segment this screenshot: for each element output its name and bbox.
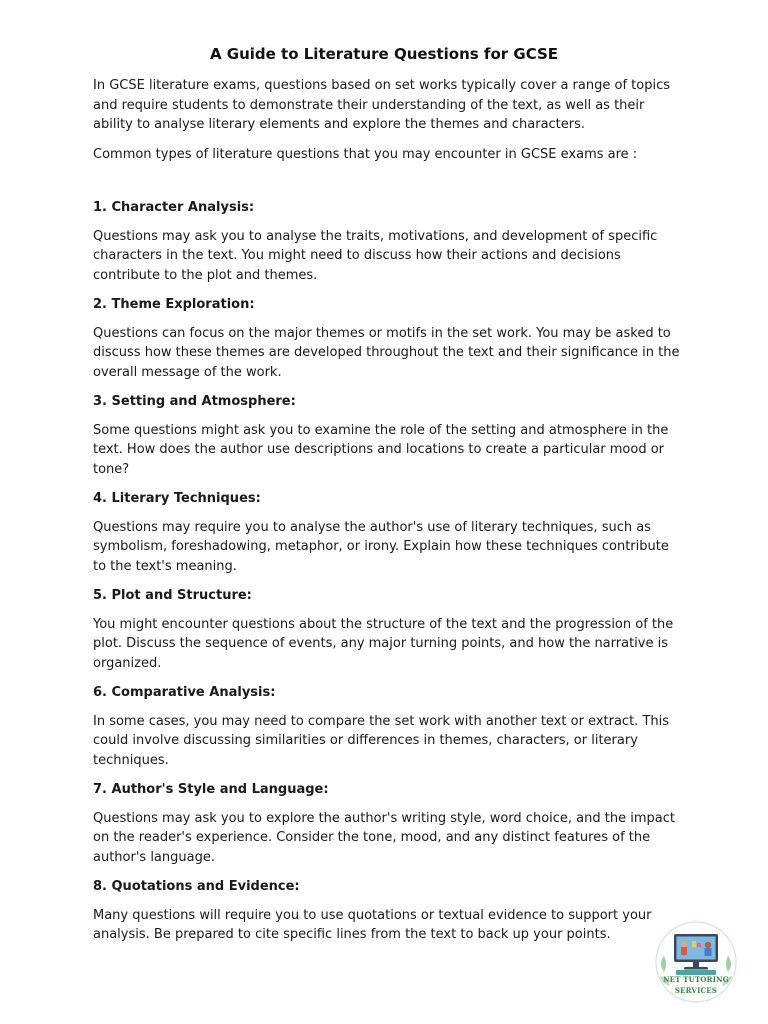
- intro-paragraph: In GCSE literature exams, questions based on set works typically cover a range of topics and require students to demonstrate their understanding of the text, as well as their ability to analyse literary elements and explore the themes and characters.: [93, 78, 670, 132]
- section-body: You might encounter questions about the structure of the text and the progression of the plot. Discuss the sequence of events, any major turning points, and how the narrative is organized.: [93, 616, 674, 671]
- section-heading: 6. Comparative Analysis:: [93, 685, 276, 700]
- section-body: Questions may ask you to explore the author's writing style, word choice, and the impact on the reader's experience. Consider the tone, mood, and any distinct features of the author's language.: [93, 810, 675, 865]
- intro-paragraph: Common types of literature questions that you may encounter in GCSE exams are :: [93, 146, 638, 162]
- section-heading: 1. Character Analysis:: [93, 200, 255, 215]
- section-body: In some cases, you may need to compare the set work with another text or extract. This could involve discussing similarities or differences in themes, characters, or literary techniques.: [93, 713, 670, 768]
- page-title: A Guide to Literature Questions for GCSE: [209, 45, 559, 63]
- section-heading: 4. Literary Techniques:: [93, 491, 261, 506]
- section-heading: 5. Plot and Structure:: [93, 588, 252, 603]
- logo-text-line1: NET TUTORING: [663, 975, 729, 984]
- document-body: [93, 76, 683, 955]
- section-heading: 7. Author's Style and Language:: [93, 782, 329, 797]
- section-heading: 3. Setting and Atmosphere:: [93, 394, 296, 409]
- section-body: Some questions might ask you to examine the role of the setting and atmosphere in the text. How does the author use descriptions and locations to create a particular mood or tone?: [93, 422, 669, 477]
- section-heading: 2. Theme Exploration:: [93, 297, 255, 312]
- section-body: Many questions will require you to use quotations or textual evidence to support your analysis. Be prepared to cite specific lines from the text to back up your points.: [93, 907, 652, 942]
- section-body: Questions can focus on the major themes or motifs in the set work. You may be asked to discuss how these themes are developed throughout the text and their significance in the overall message of the work.: [93, 325, 680, 380]
- section-heading: 8. Quotations and Evidence:: [93, 879, 300, 894]
- logo-text-line2: SERVICES: [674, 986, 718, 995]
- section-body: Questions may ask you to analyse the traits, motivations, and development of specific characters in the text. You might need to discuss how their actions and decisions contribute to the plot and themes.: [93, 228, 658, 283]
- section-body: Questions may require you to analyse the author's use of literary techniques, such as symbolism, foreshadowing, metaphor, or irony. Explain how these techniques contribute to the text's meaning.: [93, 519, 669, 574]
